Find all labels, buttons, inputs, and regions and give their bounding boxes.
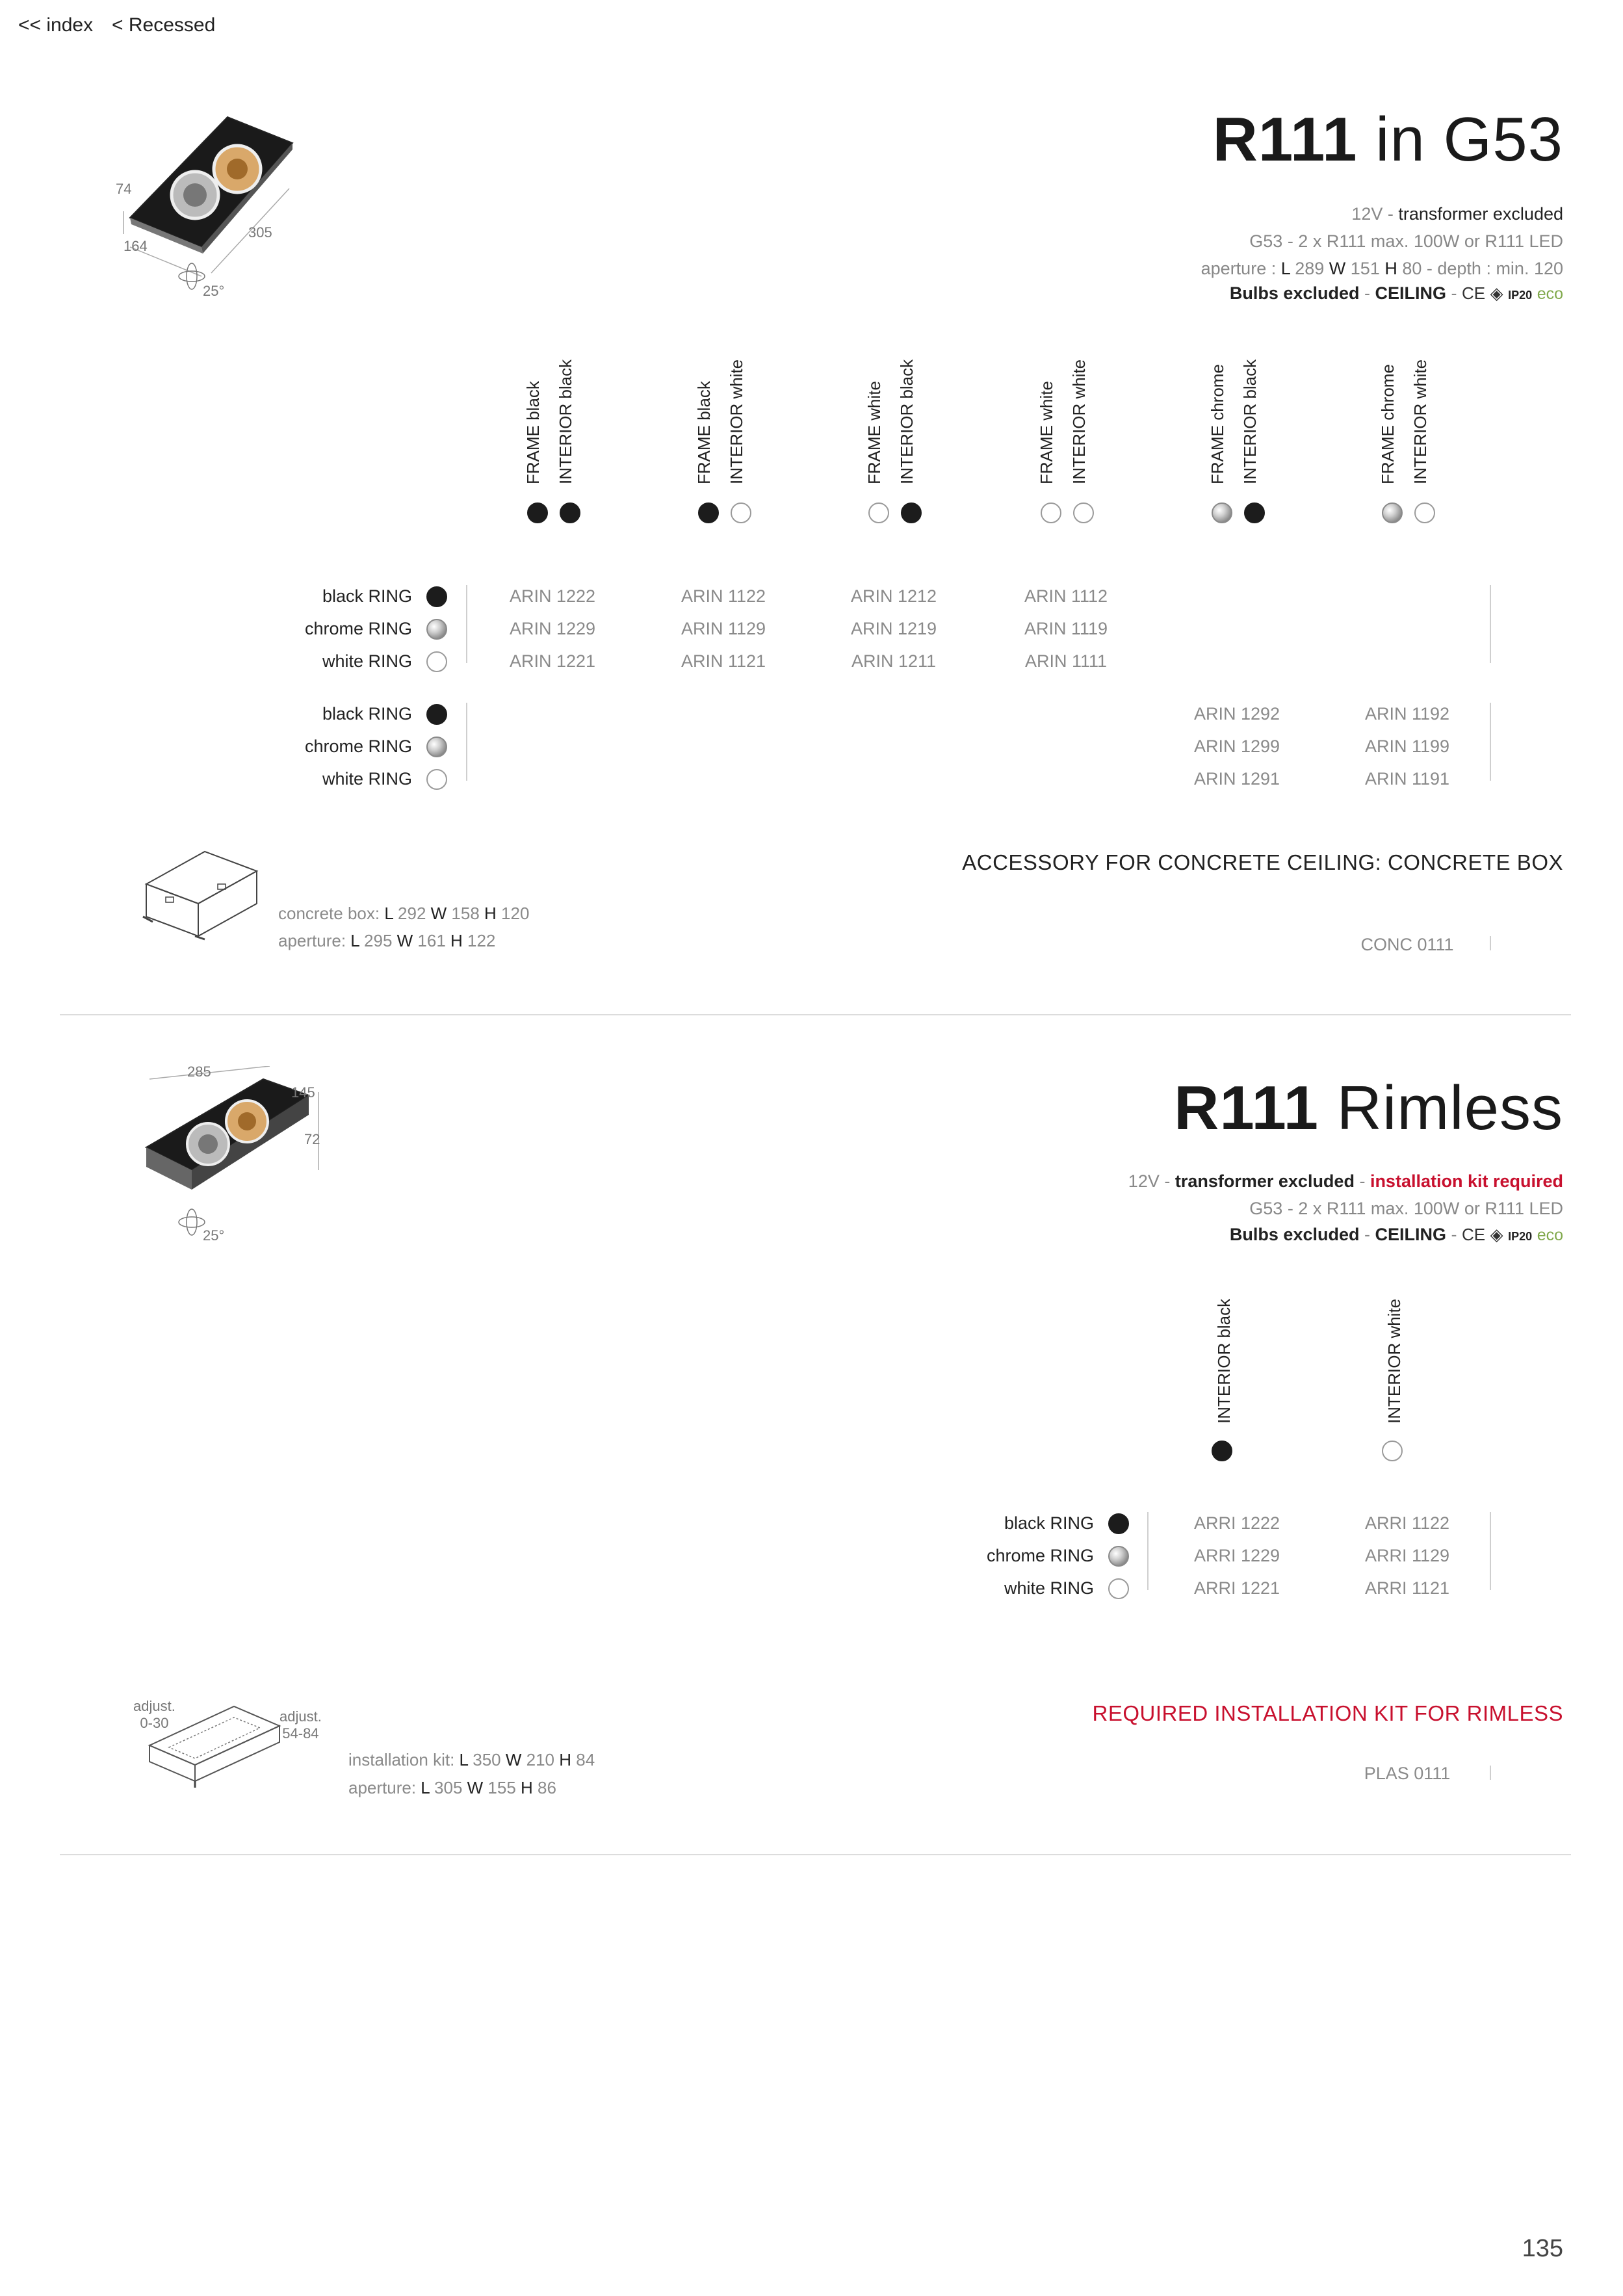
dimension-length: 305 — [248, 224, 272, 241]
h-key: H — [484, 904, 497, 923]
col1-interior-swatch — [560, 502, 580, 523]
concrete-box-dimensions — [278, 904, 529, 924]
l-key: L — [384, 904, 393, 923]
h-val: 84 — [571, 1750, 595, 1769]
eco-icon: eco — [1537, 1226, 1563, 1244]
accessory-title: ACCESSORY FOR CONCRETE CEILING: CONCRETE BOX — [962, 850, 1563, 874]
adjust-label: adjust. — [133, 1698, 175, 1714]
product-code: ARIN 1129 — [681, 619, 766, 638]
col2-interior: INTERIOR white — [727, 359, 746, 484]
ip20-icon: IP20 — [1508, 289, 1533, 302]
col4-frame: FRAME white — [1037, 381, 1056, 484]
product-code: ARIN 1229 — [509, 619, 596, 638]
h-val: 80 - depth : min. 120 — [1397, 259, 1563, 278]
l-val: 289 — [1290, 259, 1329, 278]
product-code: ARIN 1221 — [509, 651, 596, 671]
label: installation kit: — [348, 1750, 460, 1769]
product-code: ARIN 1199 — [1364, 737, 1450, 756]
section-divider — [60, 1014, 1571, 1015]
product-code: ARIN 1212 — [850, 586, 937, 606]
ce-icon: CE — [1461, 1225, 1486, 1244]
product-code: ARIN 1121 — [681, 651, 766, 671]
ring-swatch-black — [1108, 1513, 1129, 1534]
adjust-label: adjust. — [279, 1708, 322, 1725]
sep: - — [1159, 1171, 1175, 1191]
product-code: ARIN 1211 — [851, 651, 937, 671]
col1-interior-swatch — [1212, 1441, 1232, 1461]
ceiling: CEILING — [1375, 1225, 1446, 1244]
w-key: W — [505, 1750, 522, 1769]
l-key: L — [421, 1778, 430, 1797]
col2-interior-swatch — [731, 502, 751, 523]
ring-swatch-black — [426, 704, 447, 725]
product-code: ARIN 1191 — [1364, 769, 1450, 789]
eco-icon: eco — [1537, 285, 1563, 303]
ring-label-white: white RING — [322, 651, 412, 671]
title-bold: R111 — [1212, 105, 1358, 174]
spec-voltage — [1351, 204, 1563, 224]
product-code: ARIN 1292 — [1193, 704, 1280, 724]
col3-interior-swatch — [901, 502, 922, 523]
product-code: ARRI 1122 — [1364, 1513, 1450, 1533]
dimension-length: 285 — [187, 1063, 211, 1080]
w-val: 158 — [447, 904, 485, 923]
product-code: ARIN 1291 — [1193, 769, 1280, 789]
sep: - — [1359, 1225, 1375, 1244]
ring-label-white: white RING — [322, 769, 412, 789]
l-key: L — [350, 931, 359, 950]
sep: - — [1446, 1225, 1462, 1244]
h-key: H — [521, 1778, 533, 1797]
col1-interior: INTERIOR black — [556, 359, 575, 484]
bulbs-excluded: Bulbs excluded — [1229, 283, 1360, 303]
col3-interior: INTERIOR black — [897, 359, 916, 484]
divider — [1490, 703, 1491, 781]
w-val: 161 — [413, 931, 450, 950]
accessory-title: REQUIRED INSTALLATION KIT FOR RIMLESS — [1092, 1701, 1563, 1725]
ring-label-white: white RING — [1004, 1578, 1094, 1598]
divider — [1147, 1512, 1149, 1590]
col3-frame-swatch — [868, 502, 889, 523]
divider — [1490, 1512, 1491, 1590]
product-code: ARIN 1192 — [1364, 704, 1450, 724]
ip20-icon: IP20 — [1508, 1230, 1533, 1243]
adjust-value: 54-84 — [282, 1725, 319, 1742]
sep: - — [1383, 204, 1399, 224]
w-key: W — [430, 904, 447, 923]
installation-kit-dimensions — [348, 1750, 595, 1770]
product-code: ARIN 1119 — [1024, 619, 1108, 638]
installation-kit-aperture — [348, 1778, 556, 1798]
col2-interior-swatch — [1382, 1441, 1403, 1461]
product-title — [1174, 1073, 1563, 1144]
accessory-code: PLAS 0111 — [1364, 1764, 1451, 1783]
sep: - — [1359, 283, 1375, 303]
accessory-code: CONC 0111 — [1360, 935, 1454, 954]
h-val: 122 — [462, 931, 496, 950]
transformer-text: transformer excluded — [1175, 1171, 1355, 1191]
col6-frame-swatch — [1382, 502, 1403, 523]
col1-interior: INTERIOR black — [1214, 1298, 1234, 1424]
product-code: ARIN 1112 — [1024, 586, 1108, 606]
ring-label-black: black RING — [1004, 1513, 1094, 1533]
w-val: 155 — [483, 1778, 521, 1797]
spec-certifications — [1230, 1225, 1563, 1245]
col2-interior: INTERIOR white — [1384, 1298, 1404, 1424]
title-rest: Rimless — [1318, 1073, 1563, 1143]
ring-label-black: black RING — [322, 586, 412, 606]
tilt-angle: 25° — [203, 1227, 225, 1244]
ring-label-chrome: chrome RING — [986, 1546, 1094, 1565]
divider — [1490, 1766, 1491, 1780]
h-val: 120 — [496, 904, 530, 923]
dimension-width: 164 — [123, 238, 148, 254]
col5-interior: INTERIOR black — [1240, 359, 1260, 484]
recessed-link[interactable]: < Recessed — [112, 14, 216, 36]
col4-frame-swatch — [1041, 502, 1061, 523]
adjust-right-label — [279, 1708, 322, 1742]
divider — [466, 703, 467, 781]
spec-aperture — [1201, 259, 1563, 279]
col2-frame: FRAME black — [694, 381, 714, 484]
ring-swatch-white — [1108, 1578, 1129, 1599]
kit-required: installation kit required — [1370, 1171, 1563, 1191]
sep: - — [1354, 1171, 1370, 1191]
h-key: H — [559, 1750, 572, 1769]
transformer-text: transformer excluded — [1398, 204, 1563, 224]
voltage: 12V — [1128, 1171, 1160, 1191]
label: concrete box: — [278, 904, 385, 923]
adjust-value: 0-30 — [140, 1715, 169, 1731]
ring-swatch-white — [426, 651, 447, 672]
col5-frame: FRAME chrome — [1208, 364, 1227, 484]
product-code: ARRI 1221 — [1193, 1578, 1280, 1598]
index-link[interactable]: << index — [18, 14, 94, 36]
l-val: 295 — [359, 931, 397, 950]
voltage: 12V — [1351, 204, 1383, 224]
dimension-height: 74 — [116, 181, 132, 197]
l-key: L — [1280, 259, 1290, 278]
title-rest: in G53 — [1357, 105, 1563, 174]
concrete-box-aperture — [278, 931, 495, 951]
col1-frame: FRAME black — [523, 381, 543, 484]
col4-interior: INTERIOR white — [1069, 359, 1089, 484]
label: aperture: — [348, 1778, 421, 1797]
col6-interior-swatch — [1414, 502, 1435, 523]
l-key: L — [459, 1750, 469, 1769]
col6-interior: INTERIOR white — [1410, 359, 1430, 484]
ring-label-chrome: chrome RING — [304, 619, 412, 638]
l-val: 305 — [429, 1778, 467, 1797]
dimension-height: 72 — [304, 1131, 320, 1147]
ring-label-chrome: chrome RING — [304, 737, 412, 756]
w-key: W — [467, 1778, 484, 1797]
divider — [1490, 585, 1491, 663]
ring-swatch-chrome — [1108, 1546, 1129, 1567]
col3-frame: FRAME white — [864, 381, 884, 484]
product-title — [1213, 104, 1563, 176]
l-val: 292 — [393, 904, 431, 923]
label: aperture: — [278, 931, 351, 950]
h-key: H — [450, 931, 463, 950]
product-code: ARRI 1129 — [1364, 1546, 1450, 1565]
title-bold: R111 — [1174, 1073, 1319, 1143]
h-key: H — [1384, 259, 1397, 278]
ceiling: CEILING — [1375, 283, 1446, 303]
ring-label-black: black RING — [322, 704, 412, 724]
adjust-left-label — [133, 1698, 175, 1732]
divider — [466, 585, 467, 663]
product-code: ARRI 1229 — [1193, 1546, 1280, 1565]
col4-interior-swatch — [1073, 502, 1094, 523]
sep: - — [1446, 283, 1462, 303]
w-val: 210 — [521, 1750, 560, 1769]
aperture-label: aperture : — [1201, 259, 1281, 278]
product-code: ARIN 1111 — [1024, 651, 1108, 671]
spec-certifications — [1230, 283, 1563, 304]
w-key: W — [1329, 259, 1346, 278]
section-divider — [60, 1854, 1571, 1855]
product-code: ARIN 1222 — [509, 586, 596, 606]
divider — [1490, 936, 1491, 950]
h-val: 86 — [532, 1778, 556, 1797]
col6-frame: FRAME chrome — [1378, 364, 1397, 484]
diamond-icon: ◈ — [1490, 283, 1503, 303]
spec-voltage — [1128, 1171, 1563, 1192]
col5-frame-swatch — [1212, 502, 1232, 523]
product-code: ARIN 1122 — [681, 586, 766, 606]
col5-interior-swatch — [1244, 502, 1265, 523]
w-key: W — [396, 931, 413, 950]
l-val: 350 — [468, 1750, 506, 1769]
product-code: ARRI 1121 — [1364, 1578, 1450, 1598]
ce-icon: CE — [1461, 283, 1486, 303]
tilt-angle: 25° — [203, 283, 225, 299]
spec-lamp: G53 - 2 x R111 max. 100W or R111 LED — [1249, 1199, 1563, 1218]
dimension-width: 145 — [291, 1084, 315, 1101]
ring-swatch-black — [426, 586, 447, 607]
ring-swatch-white — [426, 769, 447, 790]
spec-lamp: G53 - 2 x R111 max. 100W or R111 LED — [1249, 231, 1563, 251]
w-val: 151 — [1345, 259, 1385, 278]
col1-frame-swatch — [527, 502, 548, 523]
product-code: ARIN 1299 — [1193, 737, 1280, 756]
product-code: ARIN 1219 — [850, 619, 937, 638]
page-number: 135 — [1522, 2235, 1563, 2262]
bulbs-excluded: Bulbs excluded — [1229, 1225, 1360, 1244]
col2-frame-swatch — [698, 502, 719, 523]
ring-swatch-chrome — [426, 619, 447, 640]
concrete-box-icon — [140, 845, 263, 943]
ring-swatch-chrome — [426, 737, 447, 757]
product-code: ARRI 1222 — [1193, 1513, 1280, 1533]
diamond-icon: ◈ — [1490, 1225, 1503, 1244]
